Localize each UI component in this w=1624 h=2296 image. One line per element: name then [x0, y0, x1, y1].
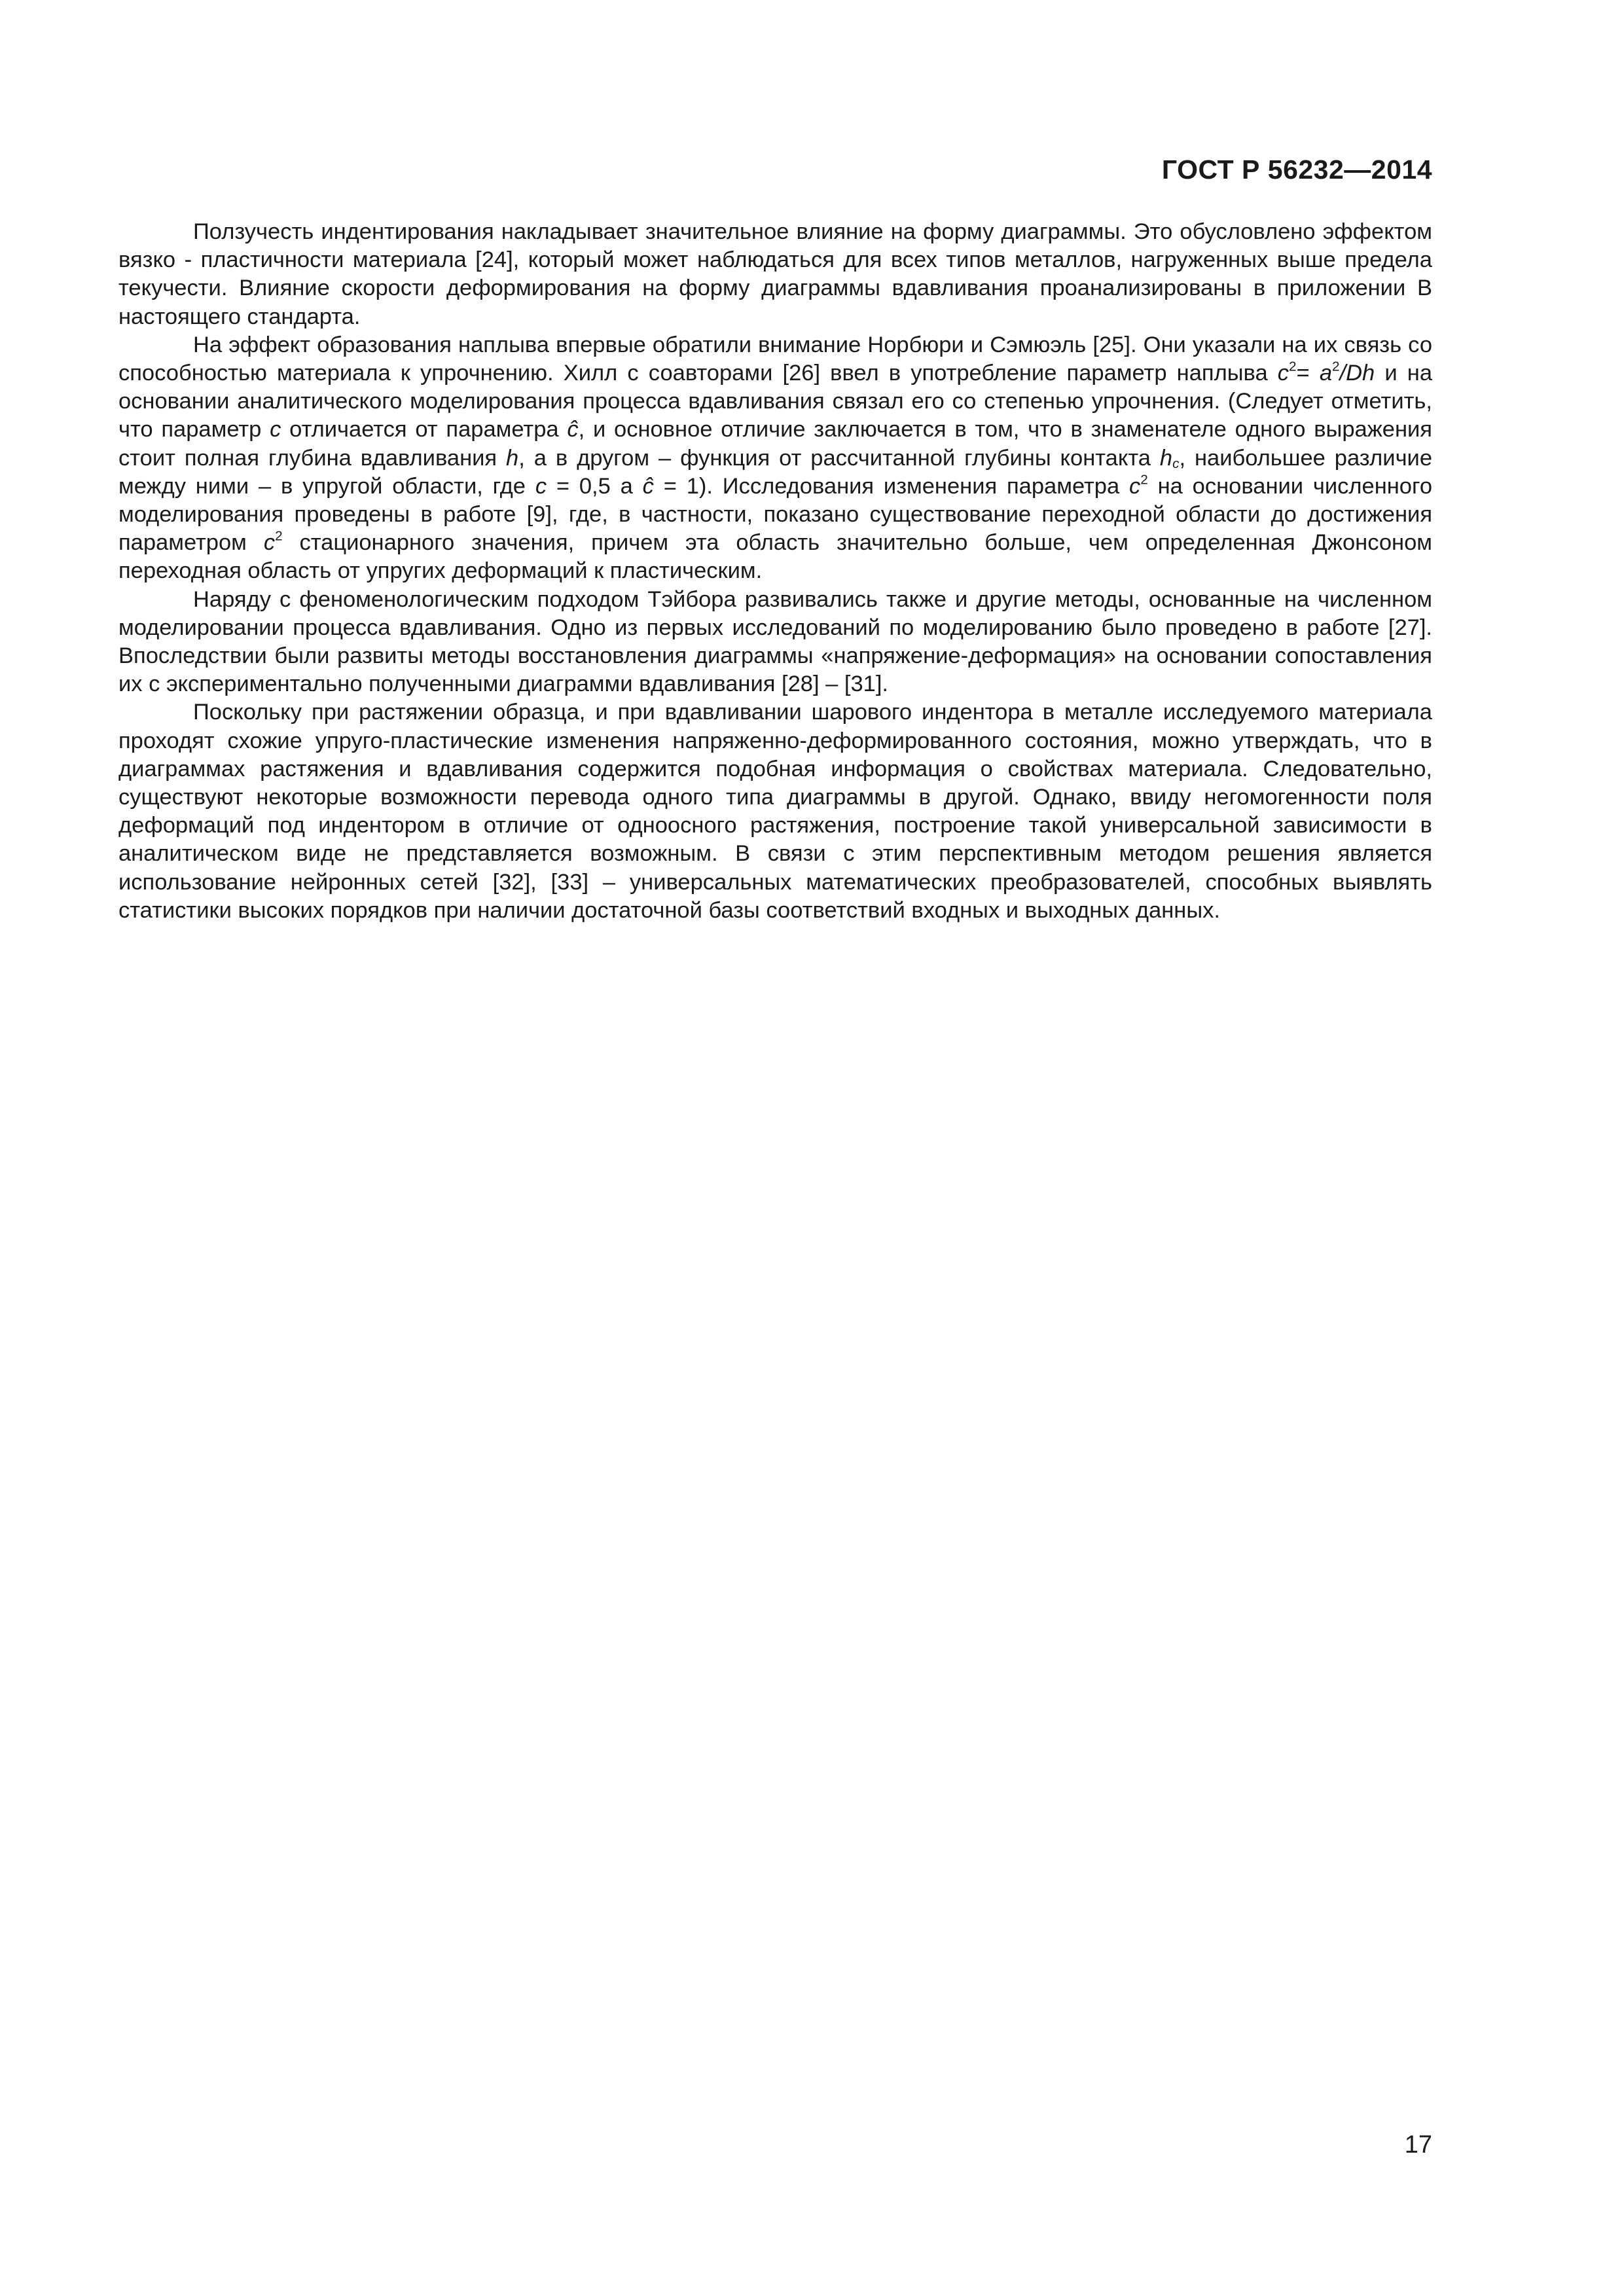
paragraph-pile-up: На эффект образования наплыва впервые обратили внимание Норбюри и Сэмюэль [25]. Они указали на их связь со способностью материала к упрочнению. Хилл с соавторами [26] ввел в употребление параметр наплыва $c^2= a^2/Dh$ и на основании аналитического моделирования процесса вдавливания связал его со степенью упрочнения. (Следует отметить, что параметр c отличается от параметра ĉ, и основное отличие заключается в том, что в знаменателе одного выражения стоит полная глубина вдавливания h, а в другом – функция от рассчитанной глубины контакта $h_c$, наибольшее различие между ними – в упругой области, где c = 0,5 а ĉ = 1). Исследования изменения параметра $c^2$ на основании численного моделирования проведены в работе [9], где, в частности, показано существование переходной области до достижения параметром $c^2$ стационарного значения, причем эта область значительно больше, чем определенная Джонсоном переходная область от упругих деформаций к пластическим. [118, 332, 1433, 584]
paragraph-neural-networks: Поскольку при растяжении образца, и при вдавливании шарового индентора в металле исследуемого материала проходят схожие упруго-пластические изменения напряженно-деформированного состояния, можно утверждать, что в диаграммах растяжения и вдавливания содержится подобная информация о свойствах материала. Следовательно, существуют некоторые возможности перевода одного типа диаграммы в другой. Однако, ввиду негомогенности поля деформаций под индентором в отличие от одноосного растяжения, построение такой универсальной зависимости в аналитическом виде не представляется возможным. В связи с этим перспективным методом решения является использование нейронных сетей [32], [33] – универсальных математических преобразователей, способных выявлять статистики высоких порядков при наличии достаточной базы соответствий входных и выходных данных. [118, 700, 1432, 923]
paragraph-creep: Ползучесть индентирования накладывает значительное влияние на форму диаграммы. Это обусловлено эффектом вязко - пластичности материала [24], который может наблюдаться для всех типов металлов, нагруженных выше предела текучести. Влияние скорости деформирования на форму диаграммы вдавливания проанализированы в приложении В настоящего стандарта. [118, 219, 1432, 329]
page-number: 17 [1404, 2131, 1432, 2159]
paragraph-numerical-methods: Наряду с феноменологическим подходом Тэйбора развивались также и другие методы, основанные на численном моделировании процесса вдавливания. Одно из первых исследований по моделированию было проведено в работе [27]. Впоследствии были развиты методы восстановления диаграммы «напряжение-деформация» на основании сопоставления их с экспериментально полученными диаграмми вдавливания [28] – [31]. [118, 586, 1432, 697]
body-text [118, 218, 1432, 925]
standard-code-header: ГОСТ Р 56232—2014 [1161, 154, 1432, 185]
